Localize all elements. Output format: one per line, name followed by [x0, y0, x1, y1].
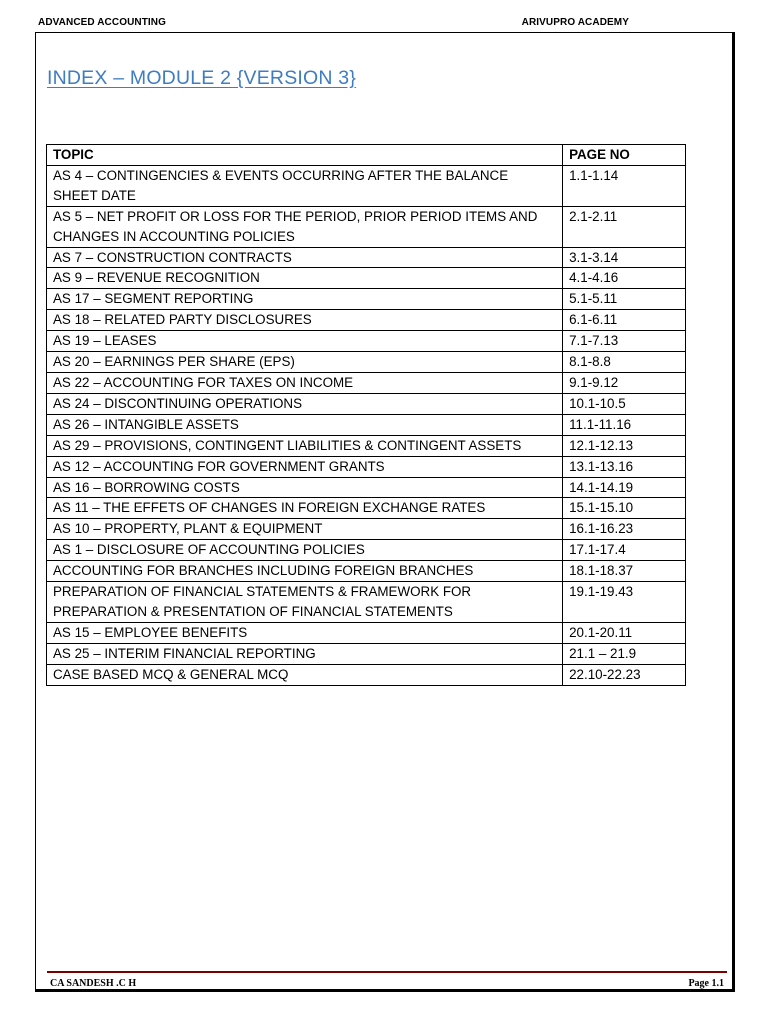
page-no-cell: 9.1-9.12: [563, 372, 686, 393]
table-row: [47, 165, 686, 206]
page-no-cell: 13.1-13.16: [563, 456, 686, 477]
table-row: [47, 582, 686, 623]
topic-cell: PREPARATION OF FINANCIAL STATEMENTS & FRAMEWORK FOR PREPARATION & PRESENTATION OF FINANCIAL STATEMENTS: [47, 582, 563, 623]
table-header-row: [47, 145, 686, 166]
header-right: ARIVUPRO ACADEMY: [521, 17, 629, 28]
table-row: [47, 414, 686, 435]
page-no-cell: 3.1-3.14: [563, 247, 686, 268]
page-no-cell: 2.1-2.11: [563, 206, 686, 247]
footer-page-number: Page 1.1: [688, 978, 724, 989]
topic-cell: AS 17 – SEGMENT REPORTING: [47, 289, 563, 310]
page-no-cell: 1.1-1.14: [563, 165, 686, 206]
running-header: [38, 17, 728, 31]
table-row: [47, 247, 686, 268]
page-no-cell: 11.1-11.16: [563, 414, 686, 435]
footer-rule: [47, 971, 727, 973]
topic-cell: AS 19 – LEASES: [47, 331, 563, 352]
page-no-cell: 20.1-20.11: [563, 622, 686, 643]
topic-cell: AS 5 – NET PROFIT OR LOSS FOR THE PERIOD, PRIOR PERIOD ITEMS AND CHANGES IN ACCOUNTING POLICIES: [47, 206, 563, 247]
topic-cell: AS 11 – THE EFFETS OF CHANGES IN FOREIGN EXCHANGE RATES: [47, 498, 563, 519]
column-header-topic: TOPIC: [47, 145, 563, 166]
topic-cell: AS 29 – PROVISIONS, CONTINGENT LIABILITIES & CONTINGENT ASSETS: [47, 435, 563, 456]
topic-cell: AS 16 – BORROWING COSTS: [47, 477, 563, 498]
topic-cell: AS 25 – INTERIM FINANCIAL REPORTING: [47, 643, 563, 664]
topic-cell: AS 20 – EARNINGS PER SHARE (EPS): [47, 352, 563, 373]
page-no-cell: 6.1-6.11: [563, 310, 686, 331]
page-title: INDEX – MODULE 2 {VERSION 3}: [47, 67, 357, 89]
table-row: [47, 622, 686, 643]
topic-cell: AS 18 – RELATED PARTY DISCLOSURES: [47, 310, 563, 331]
table-row: [47, 352, 686, 373]
page-no-cell: 14.1-14.19: [563, 477, 686, 498]
table-row: [47, 664, 686, 685]
page-no-cell: 18.1-18.37: [563, 561, 686, 582]
page-no-cell: 8.1-8.8: [563, 352, 686, 373]
table-row: [47, 372, 686, 393]
topic-cell: AS 7 – CONSTRUCTION CONTRACTS: [47, 247, 563, 268]
table-row: [47, 393, 686, 414]
table-row: [47, 477, 686, 498]
index-table-body: [47, 165, 686, 685]
topic-cell: AS 12 – ACCOUNTING FOR GOVERNMENT GRANTS: [47, 456, 563, 477]
table-row: [47, 310, 686, 331]
page-no-cell: 22.10-22.23: [563, 664, 686, 685]
page-no-cell: 10.1-10.5: [563, 393, 686, 414]
page-no-cell: 15.1-15.10: [563, 498, 686, 519]
table-row: [47, 435, 686, 456]
page-no-cell: 19.1-19.43: [563, 582, 686, 623]
table-row: [47, 268, 686, 289]
page-no-cell: 7.1-7.13: [563, 331, 686, 352]
table-row: [47, 289, 686, 310]
topic-cell: AS 15 – EMPLOYEE BENEFITS: [47, 622, 563, 643]
topic-cell: AS 26 – INTANGIBLE ASSETS: [47, 414, 563, 435]
page-no-cell: 16.1-16.23: [563, 519, 686, 540]
page-no-cell: 4.1-4.16: [563, 268, 686, 289]
header-left: ADVANCED ACCOUNTING: [38, 17, 167, 28]
page-no-cell: 5.1-5.11: [563, 289, 686, 310]
topic-cell: ACCOUNTING FOR BRANCHES INCLUDING FOREIGN BRANCHES: [47, 561, 563, 582]
page-no-cell: 17.1-17.4: [563, 540, 686, 561]
table-row: [47, 498, 686, 519]
table-row: [47, 206, 686, 247]
table-row: [47, 519, 686, 540]
page-no-cell: 21.1 – 21.9: [563, 643, 686, 664]
index-table: [46, 144, 686, 686]
topic-cell: AS 9 – REVENUE RECOGNITION: [47, 268, 563, 289]
topic-cell: AS 1 – DISCLOSURE OF ACCOUNTING POLICIES: [47, 540, 563, 561]
footer-author: CA SANDESH .C H: [50, 978, 137, 989]
topic-cell: CASE BASED MCQ & GENERAL MCQ: [47, 664, 563, 685]
column-header-page-no: PAGE NO: [563, 145, 686, 166]
topic-cell: AS 10 – PROPERTY, PLANT & EQUIPMENT: [47, 519, 563, 540]
table-row: [47, 643, 686, 664]
table-row: [47, 540, 686, 561]
page-no-cell: 12.1-12.13: [563, 435, 686, 456]
topic-cell: AS 24 – DISCONTINUING OPERATIONS: [47, 393, 563, 414]
table-row: [47, 331, 686, 352]
topic-cell: AS 4 – CONTINGENCIES & EVENTS OCCURRING AFTER THE BALANCE SHEET DATE: [47, 165, 563, 206]
topic-cell: AS 22 – ACCOUNTING FOR TAXES ON INCOME: [47, 372, 563, 393]
table-row: [47, 561, 686, 582]
table-row: [47, 456, 686, 477]
